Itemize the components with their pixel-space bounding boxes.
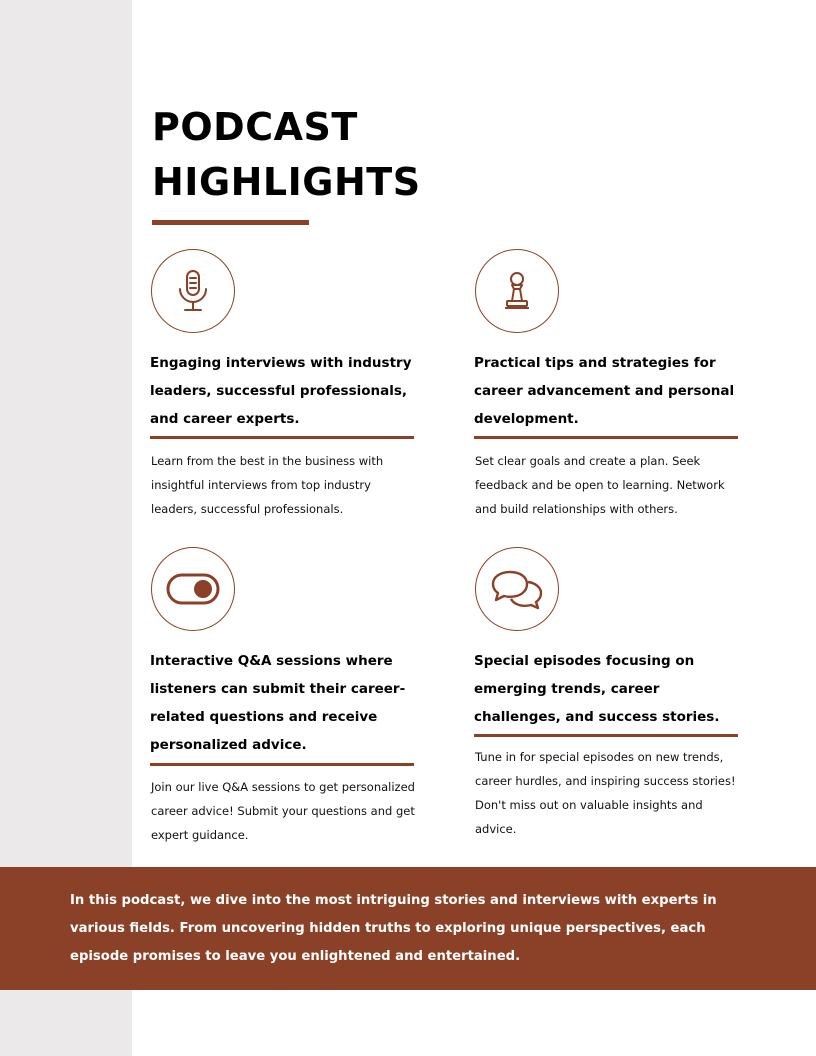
card-description: Learn from the best in the business with insightful interviews from top industry leaders, successful professionals. [151, 454, 384, 516]
card-description: Set clear goals and create a plan. Seek feedback and be open to learning. Network and build relationships with others. [475, 454, 725, 516]
card-heading: Special episodes focusing on emerging trends, career challenges, and success stories. [474, 653, 720, 725]
toggle-switch-icon [151, 547, 235, 631]
microphone-icon [151, 249, 235, 333]
card-description: Join our live Q&A sessions to get personalized career advice! Submit your questions and get expert guidance. [151, 780, 415, 842]
card-divider [474, 734, 738, 737]
title-line-1: PODCAST [152, 105, 358, 149]
chat-bubbles-icon [475, 547, 559, 631]
card-heading: Practical tips and strategies for career advancement and personal development. [474, 355, 735, 427]
banner-text: In this podcast, we dive into the most intriguing stories and interviews with experts in various fields. From uncovering hidden truths to exploring unique perspectives, each episode promises to leave you enlightened and entertained. [70, 893, 717, 964]
page-title [152, 100, 421, 210]
card-divider [474, 436, 738, 439]
card-divider [150, 763, 414, 766]
card-divider [150, 436, 414, 439]
card-description: Tune in for special episodes on new trends, career hurdles, and inspiring success stories! Don't miss out on valuable insights and advice. [475, 750, 736, 836]
title-underline [152, 220, 309, 225]
summary-banner [0, 867, 816, 990]
chess-pawn-icon [475, 249, 559, 333]
title-line-2: HIGHLIGHTS [152, 160, 421, 204]
card-heading: Interactive Q&A sessions where listeners can submit their career-related questions and receive personalized advice. [150, 653, 406, 753]
card-heading: Engaging interviews with industry leaders, successful professionals, and career experts. [150, 355, 412, 427]
